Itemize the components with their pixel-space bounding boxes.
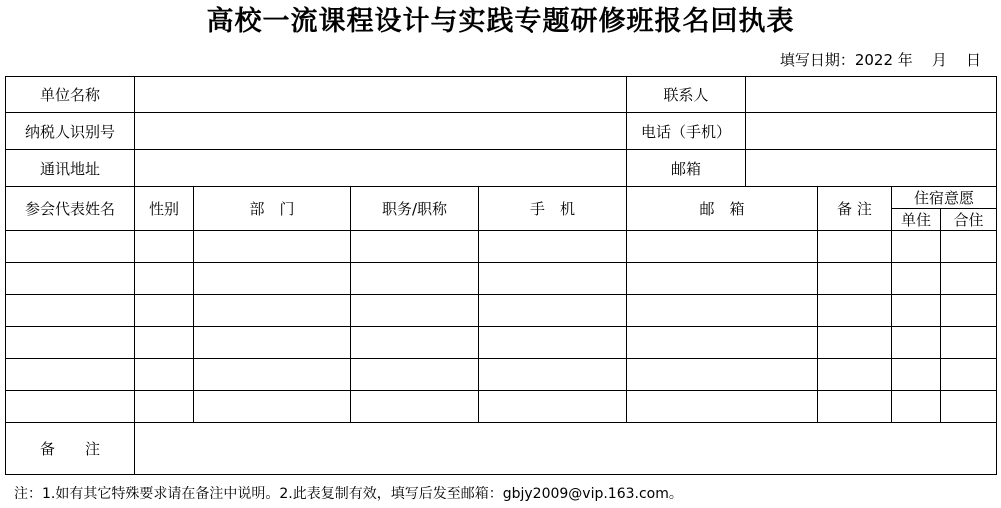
cell-single[interactable] <box>892 391 941 423</box>
cell-email[interactable] <box>627 327 818 359</box>
department-input[interactable] <box>194 270 350 288</box>
email-input[interactable] <box>627 334 817 352</box>
registration-form-table <box>5 76 997 475</box>
single-input[interactable] <box>892 238 940 256</box>
mobile-input[interactable] <box>479 398 626 416</box>
table-row <box>6 391 997 423</box>
shared-input[interactable] <box>941 334 996 352</box>
contact-input[interactable] <box>746 86 996 104</box>
cell-name[interactable] <box>6 359 135 391</box>
fill-date-year-unit: 年 <box>897 51 913 69</box>
name-input[interactable] <box>6 238 134 256</box>
single-input[interactable] <box>892 398 940 416</box>
cell-mobile[interactable] <box>479 391 627 423</box>
position-input[interactable] <box>351 302 478 320</box>
department-input[interactable] <box>194 366 350 384</box>
position-input[interactable] <box>351 238 478 256</box>
cell-email[interactable] <box>627 359 818 391</box>
gender-input[interactable] <box>135 366 193 384</box>
email-label: 邮箱 <box>627 150 746 187</box>
shared-input[interactable] <box>941 366 996 384</box>
col-header-position: 职务/职称 <box>351 187 479 231</box>
table-row <box>6 295 997 327</box>
cell-gender[interactable] <box>135 263 194 295</box>
shared-input[interactable] <box>941 270 996 288</box>
cell-department[interactable] <box>194 263 351 295</box>
col-header-gender: 性别 <box>135 187 194 231</box>
cell-gender[interactable] <box>135 391 194 423</box>
email-input[interactable] <box>627 270 817 288</box>
cell-shared[interactable] <box>941 231 997 263</box>
attendee-rows <box>6 231 997 423</box>
position-input[interactable] <box>351 270 478 288</box>
contact-label: 联系人 <box>627 77 746 113</box>
cell-email[interactable] <box>627 391 818 423</box>
cell-name[interactable] <box>6 295 135 327</box>
remarks-label: 备 注 <box>6 423 135 475</box>
form-title: 高校一流课程设计与实践专题研修班报名回执表 <box>206 6 795 37</box>
address-label: 通讯地址 <box>6 150 135 187</box>
shared-input[interactable] <box>941 398 996 416</box>
table-row <box>6 263 997 295</box>
email-input[interactable] <box>627 302 817 320</box>
email-input[interactable] <box>627 238 817 256</box>
col-header-email: 邮 箱 <box>627 187 818 231</box>
name-input[interactable] <box>6 398 134 416</box>
attendee-header-row <box>6 187 997 209</box>
cell-remarks[interactable] <box>818 327 892 359</box>
address-field[interactable] <box>135 150 627 187</box>
taxpayer-id-label: 纳税人识别号 <box>6 113 135 150</box>
cell-department[interactable] <box>194 295 351 327</box>
cell-department[interactable] <box>194 231 351 263</box>
mobile-input[interactable] <box>479 334 626 352</box>
cell-email[interactable] <box>627 295 818 327</box>
cell-single[interactable] <box>892 359 941 391</box>
remarks-field[interactable] <box>135 423 997 475</box>
cell-position[interactable] <box>351 391 479 423</box>
address-input[interactable] <box>135 159 626 177</box>
mobile-input[interactable] <box>479 302 626 320</box>
cell-shared[interactable] <box>941 391 997 423</box>
department-input[interactable] <box>194 238 350 256</box>
taxpayer-id-input[interactable] <box>135 122 626 140</box>
cell-email[interactable] <box>627 231 818 263</box>
col-header-shared: 合住 <box>941 209 997 231</box>
phone-input[interactable] <box>746 122 996 140</box>
email-field[interactable] <box>746 150 997 187</box>
cell-gender[interactable] <box>135 327 194 359</box>
col-header-department: 部 门 <box>194 187 351 231</box>
table-row <box>6 327 997 359</box>
position-input[interactable] <box>351 398 478 416</box>
col-header-single: 单住 <box>892 209 941 231</box>
unit-name-label: 单位名称 <box>6 77 135 113</box>
position-input[interactable] <box>351 334 478 352</box>
cell-remarks[interactable] <box>818 295 892 327</box>
cell-gender[interactable] <box>135 359 194 391</box>
row-unit-contact <box>6 77 997 113</box>
remarks-row <box>6 423 997 475</box>
mobile-input[interactable] <box>479 366 626 384</box>
email-input[interactable] <box>746 159 996 177</box>
cell-remarks[interactable] <box>818 359 892 391</box>
cell-department[interactable] <box>194 391 351 423</box>
single-input[interactable] <box>892 302 940 320</box>
table-row <box>6 359 997 391</box>
fill-date <box>780 50 981 70</box>
cell-single[interactable] <box>892 327 941 359</box>
cell-shared[interactable] <box>941 263 997 295</box>
gender-input[interactable] <box>135 238 193 256</box>
cell-remarks[interactable] <box>818 263 892 295</box>
remarks-input[interactable] <box>818 398 891 416</box>
cell-remarks[interactable] <box>818 231 892 263</box>
cell-mobile[interactable] <box>479 295 627 327</box>
cell-position[interactable] <box>351 231 479 263</box>
cell-department[interactable] <box>194 359 351 391</box>
department-input[interactable] <box>194 398 350 416</box>
remarks-input[interactable] <box>818 270 891 288</box>
shared-input[interactable] <box>941 302 996 320</box>
cell-shared[interactable] <box>941 327 997 359</box>
taxpayer-id-field[interactable] <box>135 113 627 150</box>
col-header-lodging: 住宿意愿 <box>892 187 997 209</box>
row-tax-phone <box>6 113 997 150</box>
cell-remarks[interactable] <box>818 391 892 423</box>
email-input[interactable] <box>627 398 817 416</box>
cell-mobile[interactable] <box>479 359 627 391</box>
contact-field[interactable] <box>746 77 997 113</box>
name-input[interactable] <box>6 334 134 352</box>
cell-name[interactable] <box>6 327 135 359</box>
single-input[interactable] <box>892 366 940 384</box>
department-input[interactable] <box>194 334 350 352</box>
cell-mobile[interactable] <box>479 263 627 295</box>
email-input[interactable] <box>627 366 817 384</box>
remarks-input[interactable] <box>818 334 891 352</box>
cell-name[interactable] <box>6 231 135 263</box>
cell-email[interactable] <box>627 263 818 295</box>
position-input[interactable] <box>351 366 478 384</box>
cell-position[interactable] <box>351 327 479 359</box>
name-input[interactable] <box>6 270 134 288</box>
fill-date-label: 填写日期： <box>779 51 855 69</box>
gender-input[interactable] <box>135 398 193 416</box>
cell-mobile[interactable] <box>479 231 627 263</box>
cell-department[interactable] <box>194 327 351 359</box>
cell-position[interactable] <box>351 295 479 327</box>
col-header-remarks: 备 注 <box>818 187 892 231</box>
fill-date-year: 2022 <box>854 51 894 69</box>
unit-name-field[interactable] <box>135 77 627 113</box>
phone-field[interactable] <box>746 113 997 150</box>
col-header-mobile: 手 机 <box>479 187 627 231</box>
cell-mobile[interactable] <box>479 327 627 359</box>
unit-name-input[interactable] <box>135 86 626 104</box>
cell-gender[interactable] <box>135 231 194 263</box>
cell-single[interactable] <box>892 231 941 263</box>
cell-shared[interactable] <box>941 359 997 391</box>
cell-position[interactable] <box>351 263 479 295</box>
shared-input[interactable] <box>941 238 996 256</box>
fill-date-day-unit: 日 <box>965 51 981 69</box>
remarks-input[interactable] <box>135 440 996 458</box>
mobile-input[interactable] <box>479 238 626 256</box>
table-row <box>6 231 997 263</box>
single-input[interactable] <box>892 334 940 352</box>
footer-note: 注：1.如有其它特殊要求请在备注中说明。2.此表复制有效，填写后发至邮箱：gbjy2009@vip.163.com。 <box>14 486 683 502</box>
mobile-input[interactable] <box>479 270 626 288</box>
fill-date-month-unit: 月 <box>931 51 947 69</box>
col-header-name: 参会代表姓名 <box>6 187 135 231</box>
cell-name[interactable] <box>6 263 135 295</box>
cell-gender[interactable] <box>135 295 194 327</box>
cell-single[interactable] <box>892 263 941 295</box>
gender-input[interactable] <box>135 302 193 320</box>
cell-shared[interactable] <box>941 295 997 327</box>
name-input[interactable] <box>6 302 134 320</box>
cell-position[interactable] <box>351 359 479 391</box>
gender-input[interactable] <box>135 334 193 352</box>
cell-single[interactable] <box>892 295 941 327</box>
department-input[interactable] <box>194 302 350 320</box>
row-address-email <box>6 150 997 187</box>
phone-label: 电话（手机） <box>627 113 746 150</box>
name-input[interactable] <box>6 366 134 384</box>
remarks-input[interactable] <box>818 366 891 384</box>
gender-input[interactable] <box>135 270 193 288</box>
remarks-input[interactable] <box>818 302 891 320</box>
cell-name[interactable] <box>6 391 135 423</box>
single-input[interactable] <box>892 270 940 288</box>
remarks-input[interactable] <box>818 238 891 256</box>
